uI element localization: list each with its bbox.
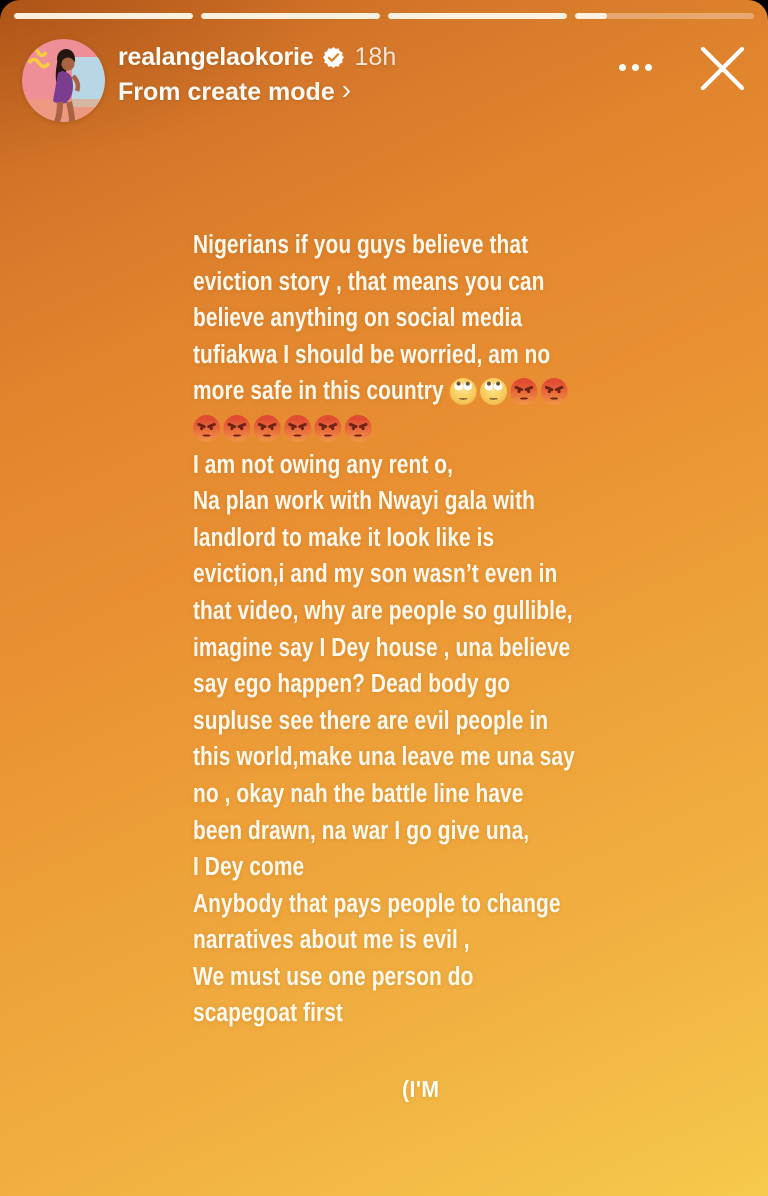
story-line: no , okay nah the battle line have <box>193 779 524 808</box>
close-button[interactable] <box>699 45 746 92</box>
story-line: eviction,i and my son wasn’t even in <box>193 560 558 589</box>
story-line: Na plan work with Nwayi gala with <box>193 487 535 516</box>
story-line <box>193 410 652 447</box>
progress-segment <box>201 13 380 19</box>
story-line: tufiakwa I should be worried, am no <box>193 340 551 369</box>
angry-emoji <box>223 415 250 442</box>
caption-fragment: (I'M <box>402 1076 440 1102</box>
angry-emoji <box>314 415 341 442</box>
story-line: more safe in this country <box>193 373 652 410</box>
progress-segment <box>575 13 754 19</box>
attribution-link[interactable] <box>118 75 396 109</box>
story-line: say ego happen? Dead body go <box>193 670 511 699</box>
angry-emoji <box>284 415 311 442</box>
more-options-icon <box>619 64 626 71</box>
verified-badge-icon <box>323 47 344 68</box>
story-line: Anybody that pays people to change <box>193 889 561 918</box>
progress-segment <box>14 13 193 19</box>
chevron-right-icon: › <box>341 74 352 105</box>
story-line: narratives about me is evil , <box>193 926 470 955</box>
story-line: I Dey come <box>193 853 305 882</box>
angry-emoji <box>541 378 568 405</box>
attribution-label: From create mode <box>118 77 335 106</box>
avatar[interactable] <box>22 39 105 122</box>
story-line: been drawn, na war I go give una, <box>193 816 530 845</box>
close-icon <box>699 45 746 92</box>
story-line: Nigerians if you guys believe that <box>193 231 529 259</box>
angry-emoji <box>254 415 281 442</box>
story-line: I am not owing any rent o, <box>193 450 454 479</box>
rolling-eyes-emoji <box>480 378 507 405</box>
story-line: believe anything on social media <box>193 304 523 333</box>
story-text <box>193 227 652 1032</box>
angry-emoji <box>345 415 372 442</box>
story-line: this world,make una leave me una say <box>193 743 575 772</box>
rolling-eyes-emoji <box>450 378 477 405</box>
username[interactable]: realangelaokorie <box>118 42 314 71</box>
story-line: supluse see there are evil people in <box>193 706 549 735</box>
story-line: that video, why are people so gullible, <box>193 596 573 625</box>
story-line: imagine say I Dey house , una believe <box>193 633 571 662</box>
story-line: scapegoat first <box>193 999 343 1028</box>
angry-emoji <box>193 415 220 442</box>
more-options-button[interactable] <box>614 52 656 82</box>
story-line: We must use one person do <box>193 962 474 991</box>
story-line: landlord to make it look like is <box>193 523 495 552</box>
angry-emoji <box>510 378 537 405</box>
story-header <box>118 40 396 109</box>
progress-segment <box>388 13 567 19</box>
story-progress-bars <box>14 13 754 19</box>
story-line: eviction story , that means you can <box>193 267 545 296</box>
profile-photo <box>22 39 105 122</box>
timestamp: 18h <box>354 42 397 71</box>
